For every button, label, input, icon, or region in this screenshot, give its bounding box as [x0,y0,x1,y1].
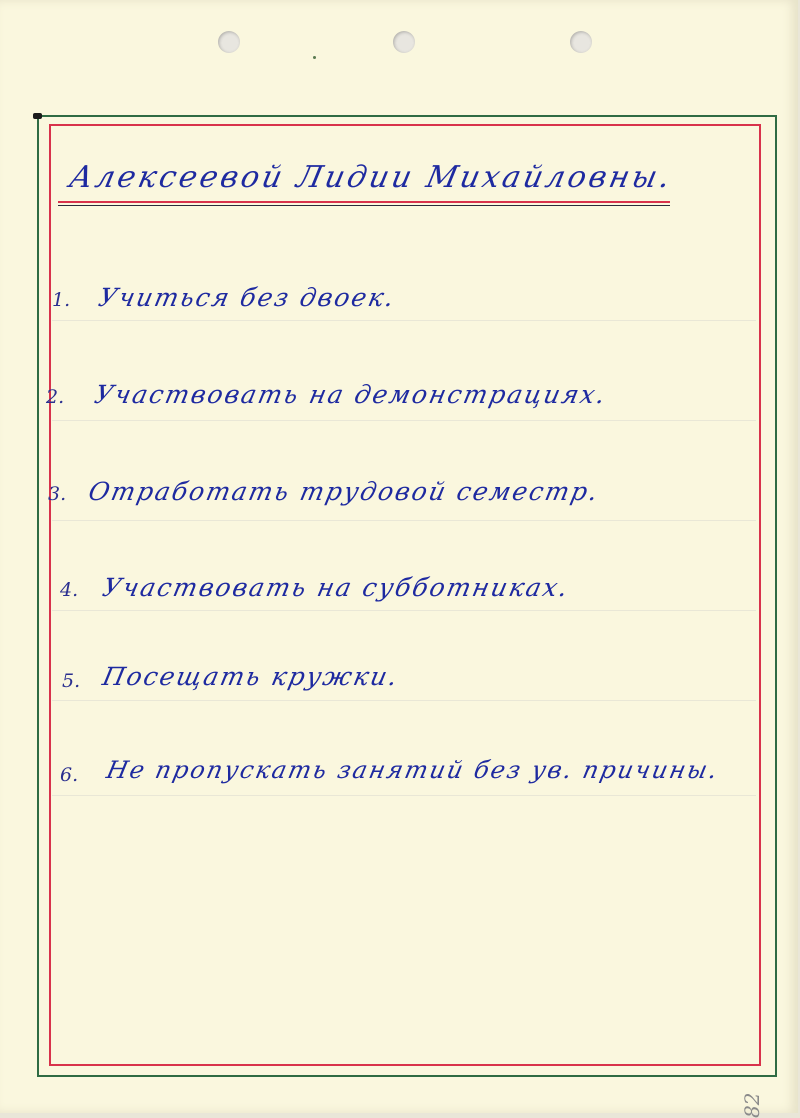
item-number: 3. [48,483,67,505]
ruled-line [52,700,756,701]
ruled-line [52,795,756,796]
ruled-line [52,420,756,421]
ruled-line [52,320,756,321]
item-number: 1. [52,289,71,311]
item-text: Учиться без двоек. [96,283,399,312]
item-number: 2. [46,386,65,408]
punch-hole-right [570,31,592,53]
item-text: Не пропускать занятий без ув. причины. [104,756,722,784]
punch-hole-middle [393,31,415,53]
ruled-line [52,610,756,611]
item-text: Участвовать на демонстрациях. [92,380,610,409]
item-number: 4. [60,579,79,601]
item-number: 5. [62,670,81,692]
document-title: Алексеевой Лидии Михайловны. [66,160,676,195]
item-number: 6. [60,764,79,786]
corner-ink-mark [33,113,42,119]
punch-hole-left [218,31,240,53]
title-underline-dark [58,205,670,206]
ruled-line [52,520,756,521]
ink-speck [313,56,316,59]
item-text: Отработать трудовой семестр. [86,477,603,506]
page-number-mark: 82 [740,1092,764,1118]
item-text: Посещать кружки. [100,662,402,691]
item-text: Участвовать на субботниках. [100,573,573,602]
title-underline-red [58,201,670,203]
